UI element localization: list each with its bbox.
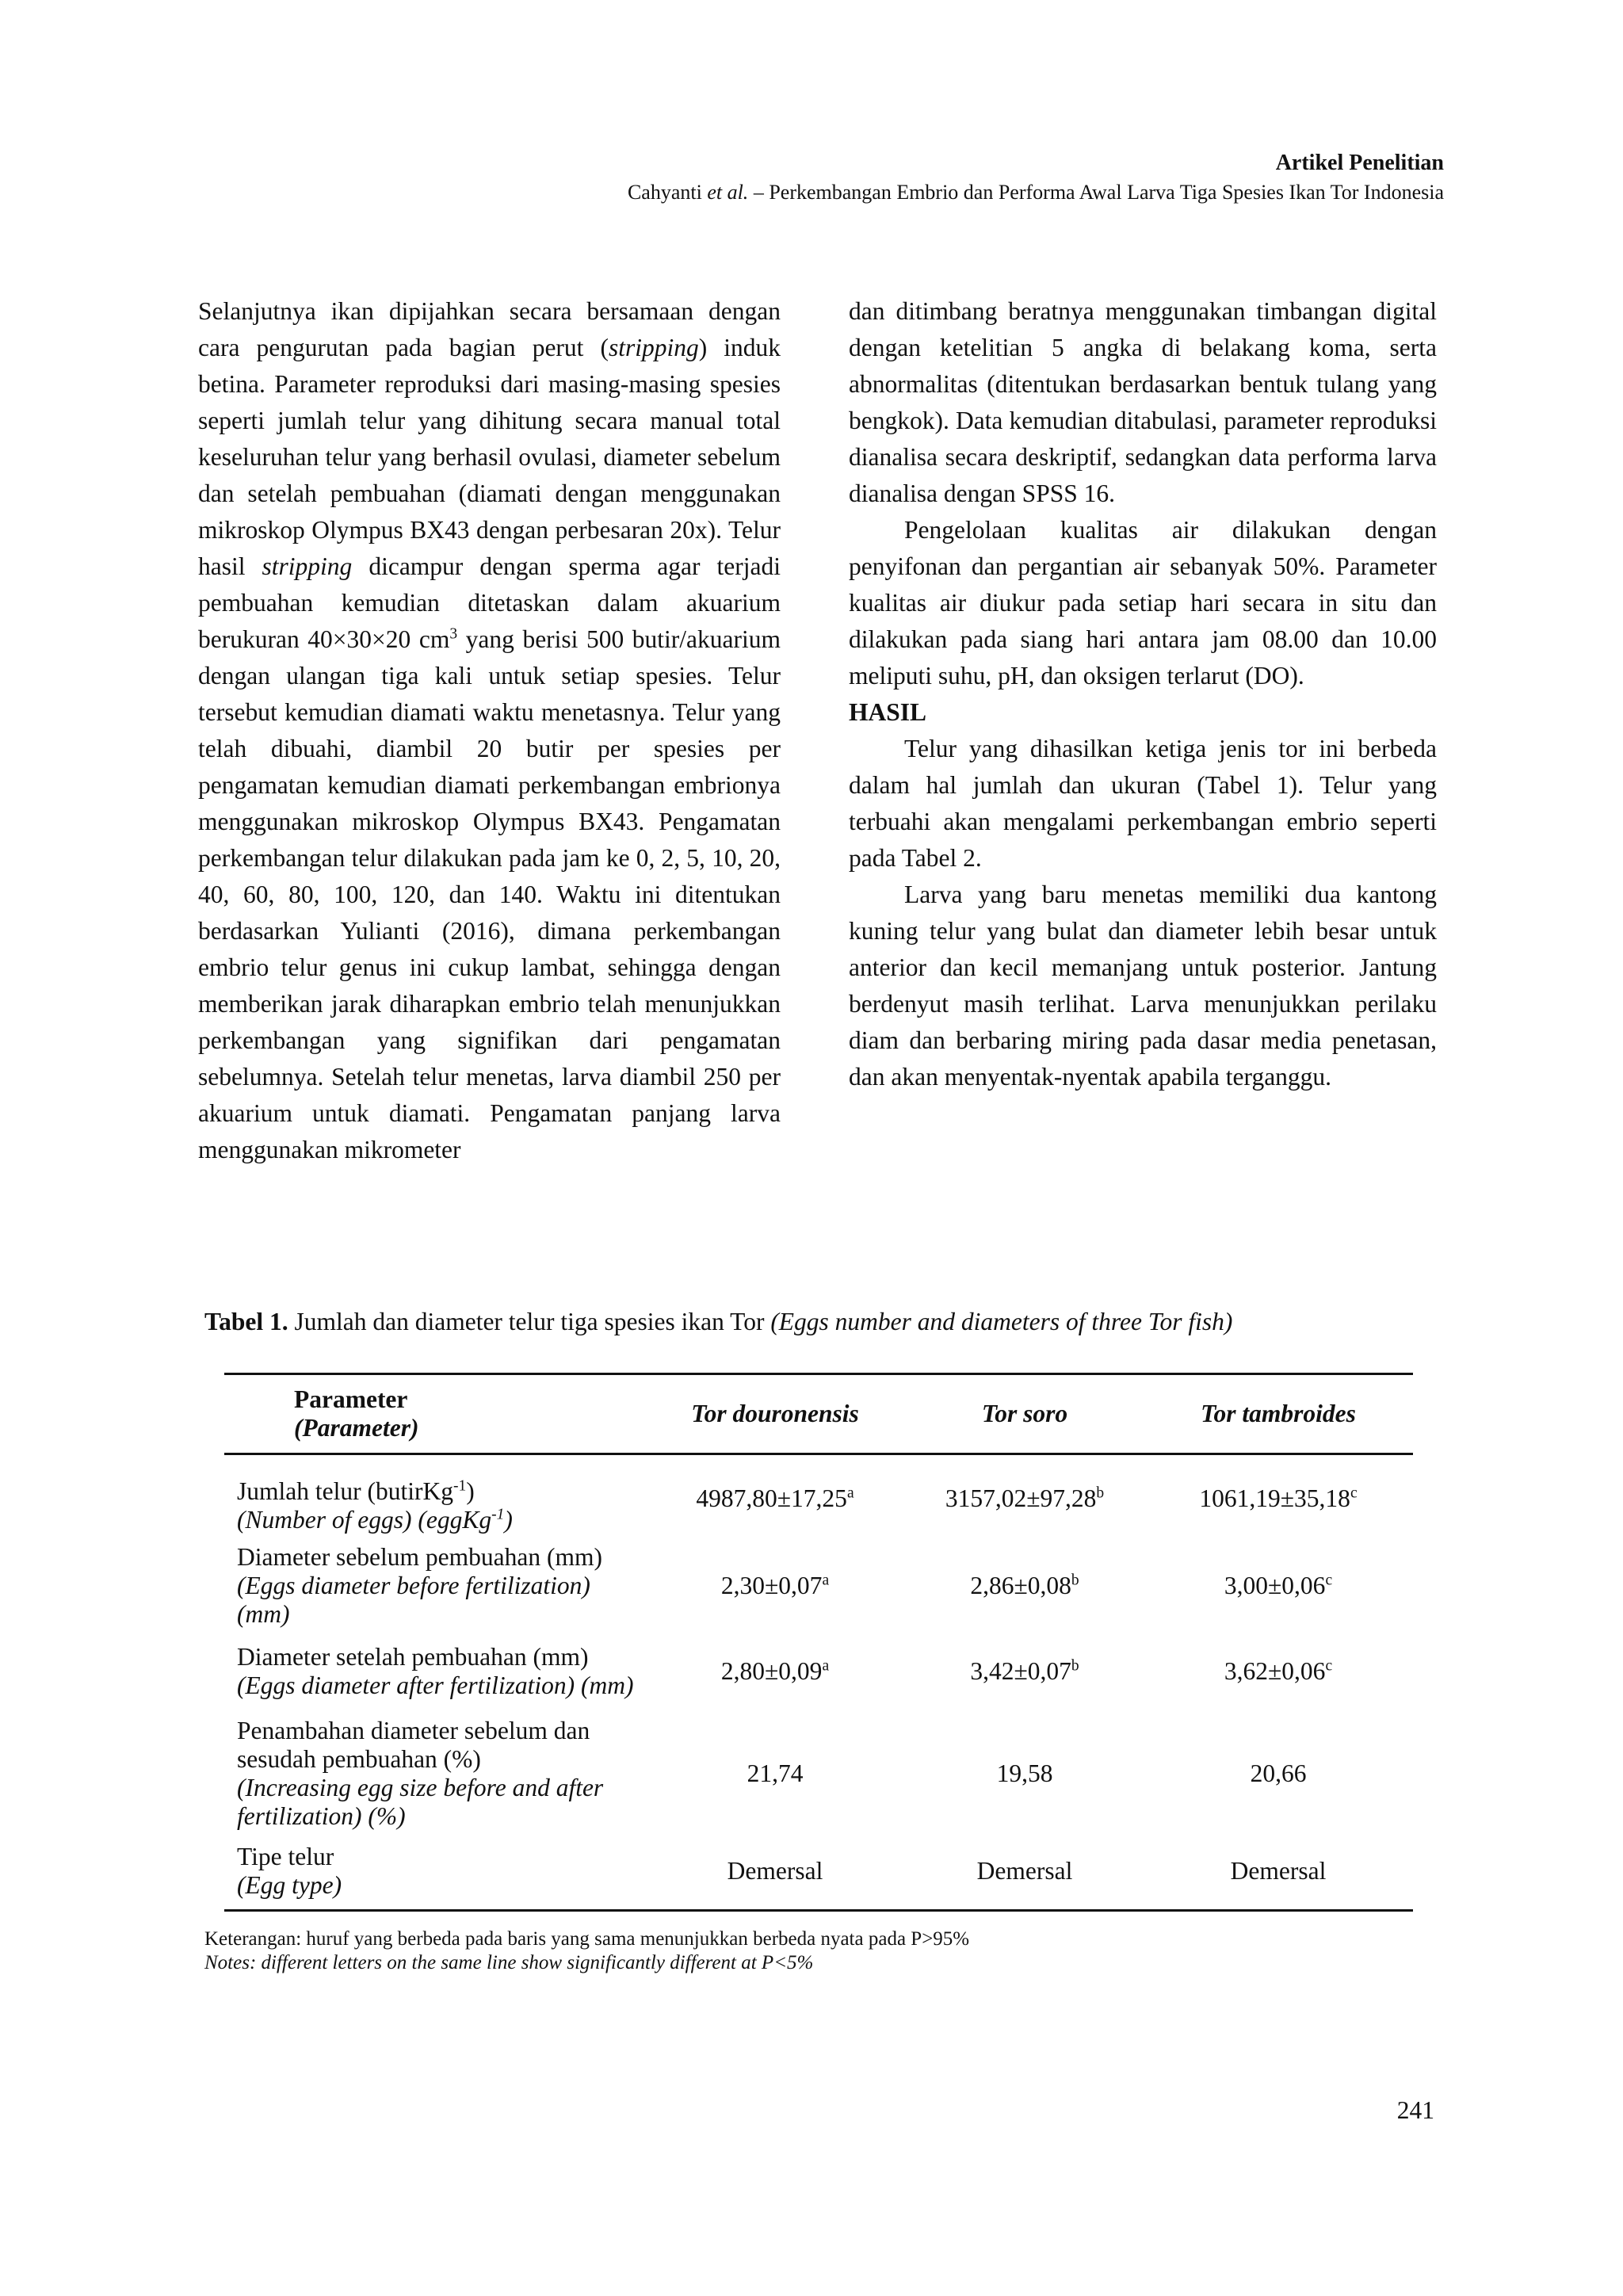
left-paragraph-1 — [198, 293, 781, 1168]
egg-data-table — [224, 1373, 1413, 1912]
table-row — [224, 1629, 1413, 1714]
table-row — [224, 1543, 1413, 1629]
table-row — [224, 1714, 1413, 1833]
row-label — [224, 1543, 644, 1629]
left-column — [198, 293, 781, 1168]
row-label-en: (Egg type) — [237, 1870, 342, 1899]
table-note-english: Notes: different letters on the same line show significantly different at P<5% — [204, 1952, 814, 1973]
row-label-id: Jumlah telur (butirKg$^{-1}$) — [237, 1477, 475, 1506]
header-tor-tambroides: Tor tambroides — [1201, 1400, 1356, 1427]
row-label-id: Diameter setelah pembuahan (mm) — [237, 1642, 589, 1671]
table-note-indonesian: Keterangan: huruf yang berbeda pada baris yang sama menunjukkan berbeda nyata pada P>95% — [204, 1928, 970, 1950]
header-dash: – — [748, 181, 769, 204]
running-header — [628, 181, 1444, 204]
table-caption — [204, 1308, 1232, 1336]
row-label — [224, 1454, 644, 1543]
cell-value: 2,30±0,07$^a$ — [720, 1571, 830, 1599]
row-label-id: Tipe telur — [237, 1842, 334, 1870]
cell-value: Demersal — [1230, 1856, 1327, 1885]
row-label — [224, 1714, 644, 1833]
cell-value: 1061,19±35,18$^c$ — [1199, 1484, 1358, 1513]
cell-value: 3,62±0,06$^c$ — [1224, 1656, 1333, 1685]
row-label-id: Diameter sebelum pembuahan (mm) — [237, 1542, 602, 1571]
cell-value: 4987,80±17,25$^a$ — [696, 1484, 854, 1513]
header-param-label: Parameter — [294, 1385, 408, 1413]
header-tor-soro: Tor soro — [981, 1400, 1068, 1427]
italic-term: stripping — [262, 552, 353, 580]
row-label-id: Penambahan diameter sebelum dan sesudah pembuahan (%) — [237, 1716, 590, 1773]
row-label-en: (Increasing egg size before and after fertilization) (%) — [237, 1773, 604, 1830]
row-label-en: (Eggs diameter after fertilization) (mm) — [237, 1671, 634, 1699]
cell-value: 2,86±0,08$^b$ — [970, 1571, 1079, 1599]
right-paragraph-2: Pengelolaan kualitas air dilakukan dengan penyifonan dan pergantian air sebanyak 50%. Parameter kualitas air diukur pada setiap hari secara in situ dan dilakukan pada siang hari antara jam 08.00 dan 10.00 meliputi suhu, pH, dan oksigen terlarut (DO). — [849, 516, 1437, 690]
table-row — [224, 1454, 1413, 1543]
cell-value: Demersal — [976, 1856, 1073, 1885]
text-run: ) induk betina. Parameter reproduksi dari masing-masing spesies seperti jumlah telur yang dihitung secara manual total keseluruhan telur yang berhasil ovulasi, diameter sebelum dan setelah pembuahan (diamati dengan menggunakan mikroskop Olympus BX43 dengan perbesaran 20x). Telur hasil — [198, 334, 781, 580]
row-label — [224, 1629, 644, 1714]
cell-value: 21,74 — [747, 1759, 804, 1787]
page-number: 241 — [1396, 2096, 1434, 2124]
section-heading-hasil: HASIL — [849, 698, 927, 726]
right-paragraph-4: Larva yang baru menetas memiliki dua kantong kuning telur yang bulat dan diameter lebih besar untuk anterior dan kecil memanjang untuk posterior. Jantung berdenyut masih terlihat. Larva menunjukkan perilaku diam dan berbaring miring pada dasar media penetasan, dan akan menyentak-nyentak apabila terganggu. — [849, 881, 1437, 1091]
table-caption-label: Tabel 1. — [204, 1308, 288, 1335]
row-label-en: (Eggs diameter before fertilization) (mm) — [237, 1571, 590, 1628]
right-paragraph-3: Telur yang dihasilkan ketiga jenis tor ini berbeda dalam hal jumlah dan ukuran (Tabel 1). Telur yang terbuahi akan mengalami perkembangan embrio seperti pada Tabel 2. — [849, 735, 1437, 872]
header-parameter — [224, 1374, 644, 1454]
cell-value: 2,80±0,09$^a$ — [720, 1656, 830, 1685]
text-run: Selanjutnya ikan dipijahkan secara bersamaan dengan cara pengurutan pada bagian perut ( — [198, 297, 781, 361]
header-authors: Cahyanti — [627, 181, 702, 204]
header-tor-douronensis: Tor douronensis — [691, 1400, 859, 1427]
italic-term: stripping — [608, 334, 699, 361]
table-notes — [204, 1927, 969, 1975]
table-header-row — [224, 1374, 1413, 1454]
row-label — [224, 1833, 644, 1911]
header-running-title: Perkembangan Embrio dan Performa Awal Larva Tiga Spesies Ikan Tor Indonesia — [769, 181, 1444, 204]
cell-value: 3,42±0,07$^b$ — [970, 1656, 1079, 1685]
cell-value: 3157,02±97,28$^b$ — [945, 1484, 1105, 1513]
superscript: 3 — [449, 625, 458, 643]
cell-value: 3,00±0,06$^c$ — [1224, 1571, 1333, 1599]
right-paragraph-1: dan ditimbang beratnya menggunakan timbangan digital dengan ketelitian 5 angka di belakang koma, serta abnormalitas (ditentukan berdasarkan bentuk tulang yang bengkok). Data kemudian ditabulasi, parameter reproduksi dianalisa secara deskriptif, sedangkan data performa larva dianalisa dengan SPSS 16. — [849, 297, 1437, 507]
right-column — [849, 293, 1437, 1095]
header-etal: et al. — [707, 181, 749, 204]
cell-value: Demersal — [727, 1856, 823, 1885]
header-param-english: (Parameter) — [294, 1414, 419, 1442]
cell-value: 19,58 — [996, 1759, 1053, 1787]
cell-value: 20,66 — [1250, 1759, 1307, 1787]
journal-section-label: Artikel Penelitian — [1275, 151, 1444, 175]
table-row — [224, 1833, 1413, 1911]
table-caption-text: Jumlah dan diameter telur tiga spesies ikan Tor — [288, 1308, 771, 1335]
text-run: dicampur dengan sperma agar terjadi pembuahan kemudian ditetaskan dalam akuarium berukuran 40×30×20 cm — [198, 552, 781, 653]
text-run: yang berisi 500 butir/akuarium dengan ulangan tiga kali untuk setiap spesies. Telur tersebut kemudian diamati waktu menetasnya. Telur yang telah dibuahi, diambil 20 butir per spesies per pengamatan kemudian diamati perkembangan embrionya menggunakan mikroskop Olympus BX43. Pengamatan perkembangan telur dilakukan pada jam ke 0, 2, 5, 10, 20, 40, 60, 80, 100, 120, dan 140. Waktu ini ditentukan berdasarkan Yulianti (2016), dimana perkembangan embrio telur genus ini cukup lambat, sehingga dengan memberikan jarak diharapkan embrio telah menunjukkan perkembangan yang signifikan dari pengamatan sebelumnya. Setelah telur menetas, larva diambil 250 per akuarium untuk diamati. Pengamatan panjang larva menggunakan mikrometer — [198, 625, 781, 1163]
row-label-en: (Number of eggs) (eggKg$^{-1}$) — [237, 1506, 513, 1534]
table-caption-english: (Eggs number and diameters of three Tor fish) — [770, 1308, 1233, 1335]
